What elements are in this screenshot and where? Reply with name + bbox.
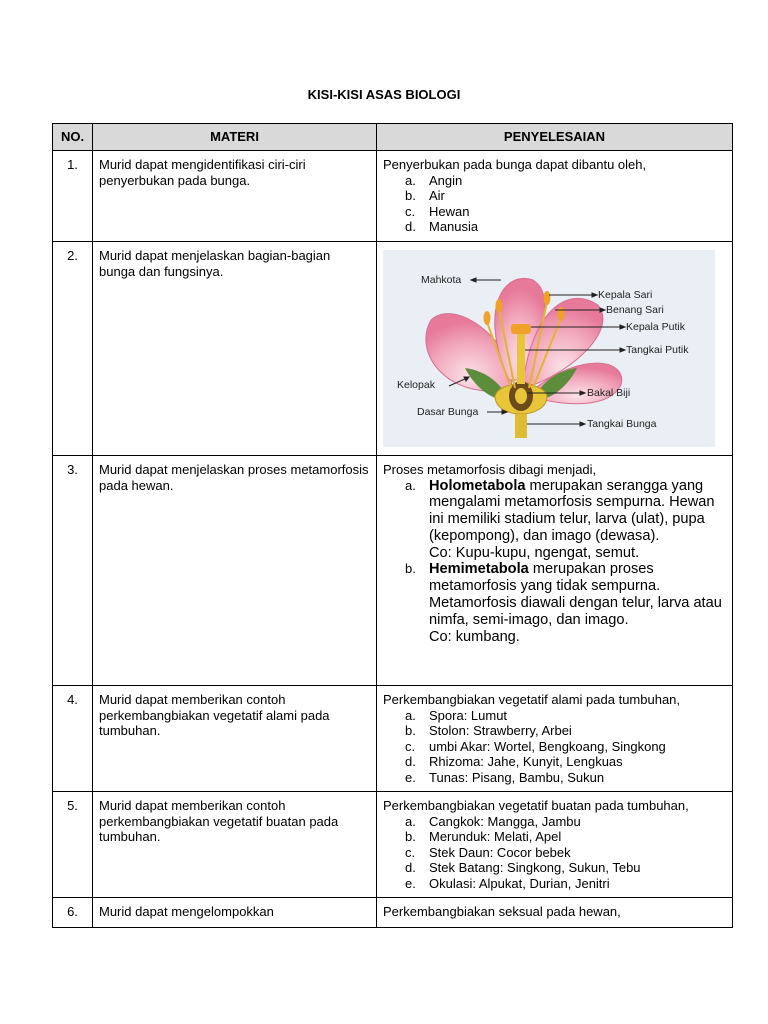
list-text: Spora: Lumut	[429, 707, 508, 723]
list-marker: d.	[405, 860, 416, 875]
flower-diagram	[383, 250, 715, 447]
list-text: Stek Batang: Singkong, Sukun, Tebu	[429, 860, 641, 875]
materi-cell: Murid dapat menjelaskan bagian-bagian bunga dan fungsinya.	[93, 242, 377, 456]
list-text: Manusia	[429, 219, 479, 234]
answer-intro: Penyerbukan pada bunga dapat dibantu oleh,	[383, 157, 647, 172]
penyelesaian-cell	[377, 792, 733, 898]
answer-intro: Perkembangbiakan seksual pada hewan,	[383, 904, 621, 919]
label-mahkota: Mahkota	[421, 274, 462, 286]
table-row	[53, 898, 733, 928]
example-text: Co: kumbang.	[429, 628, 520, 645]
list-item	[405, 814, 726, 830]
list-text: Cangkok: Mangga, Jambu	[429, 813, 581, 829]
table-row	[53, 242, 733, 456]
list-item	[405, 173, 726, 189]
list-item	[405, 561, 726, 645]
materi-cell: Murid dapat memberikan contoh perkembangbiakan vegetatif buatan pada tumbuhan.	[93, 792, 377, 898]
list-marker: c.	[405, 738, 416, 754]
list-item	[405, 739, 726, 755]
list-marker: a.	[405, 172, 416, 188]
list-marker: b.	[405, 561, 416, 577]
list-marker: b.	[405, 188, 416, 203]
row-number: 6.	[53, 898, 93, 928]
list-item	[405, 829, 726, 845]
materi-cell: Murid dapat mengidentifikasi ciri-ciri penyerbukan pada bunga.	[93, 151, 377, 242]
answer-intro: Perkembangbiakan vegetatif alami pada tumbuhan,	[383, 692, 681, 707]
list-marker: e.	[405, 875, 416, 891]
list-marker: a.	[405, 477, 416, 493]
row-number: 5.	[53, 792, 93, 898]
document-title: KISI-KISI ASAS BIOLOGI	[307, 87, 461, 102]
label-kelopak: Kelopak	[397, 379, 435, 391]
list-item	[405, 219, 726, 235]
label-tangkai-putik: Tangkai Putik	[626, 344, 689, 356]
materi-cell: Murid dapat menjelaskan proses metamorfosis pada hewan.	[93, 456, 377, 686]
label-kepala-sari: Kepala Sari	[598, 289, 653, 301]
table-row	[53, 456, 733, 686]
answer-list	[383, 173, 726, 235]
list-marker: e.	[405, 769, 416, 785]
list-text: Rhizoma: Jahe, Kunyit, Lengkuas	[429, 754, 623, 769]
list-item	[405, 204, 726, 220]
header-penyelesaian: PENYELESAIAN	[377, 124, 733, 151]
list-item	[405, 845, 726, 861]
list-item	[405, 754, 726, 770]
list-item	[405, 876, 726, 892]
penyelesaian-cell	[377, 151, 733, 242]
label-benang-sari: Benang Sari	[606, 304, 664, 316]
list-marker: c.	[405, 844, 416, 860]
list-text: Tunas: Pisang, Bambu, Sukun	[429, 769, 605, 785]
list-text: Stolon: Strawberry, Arbei	[429, 723, 572, 738]
answer-list	[383, 478, 726, 646]
list-item	[405, 770, 726, 786]
label-bakal-biji: Bakal Biji	[587, 387, 631, 399]
answer-list	[383, 814, 726, 892]
row-number: 1.	[53, 151, 93, 242]
term-hemimetabola: Hemimetabola	[429, 561, 529, 578]
penyelesaian-cell	[377, 242, 733, 456]
list-item	[405, 188, 726, 204]
penyelesaian-cell	[377, 898, 733, 928]
materi-cell: Murid dapat memberikan contoh perkembangbiakan vegetatif alami pada tumbuhan.	[93, 686, 377, 792]
list-text: Air	[429, 188, 445, 203]
kisi-kisi-table	[52, 123, 733, 928]
list-marker: d.	[405, 754, 416, 769]
row-number: 4.	[53, 686, 93, 792]
table-header-row	[53, 124, 733, 151]
header-materi: MATERI	[93, 124, 377, 151]
list-item	[405, 723, 726, 739]
penyelesaian-cell	[377, 456, 733, 686]
list-marker: b.	[405, 829, 416, 844]
list-text: merupakan proses metamorfosis yang tidak sempurna. Metamorfosis diawali dengan telur, larva atau nimfa, semi-imago, dan imago.	[429, 561, 722, 628]
list-text: Stek Daun: Cocor bebek	[429, 844, 571, 860]
list-text: umbi Akar: Wortel, Bengkoang, Singkong	[429, 738, 666, 754]
list-text: Okulasi: Alpukat, Durian, Jenitri	[429, 875, 610, 891]
label-tangkai-bunga: Tangkai Bunga	[587, 418, 657, 430]
header-no: NO.	[53, 124, 93, 151]
table-row	[53, 686, 733, 792]
list-item	[405, 478, 726, 562]
list-marker: a.	[405, 813, 416, 829]
label-dasar-bunga: Dasar Bunga	[417, 406, 479, 418]
list-text: Angin	[429, 172, 463, 188]
list-text: Hewan	[429, 203, 470, 219]
list-item	[405, 708, 726, 724]
list-item	[405, 860, 726, 876]
list-marker: c.	[405, 203, 416, 219]
materi-cell: Murid dapat mengelompokkan	[93, 898, 377, 928]
answer-intro: Proses metamorfosis dibagi menjadi,	[383, 462, 597, 477]
answer-intro: Perkembangbiakan vegetatif buatan pada tumbuhan,	[383, 798, 689, 813]
list-marker: a.	[405, 707, 416, 723]
row-number: 2.	[53, 242, 93, 456]
list-marker: d.	[405, 219, 416, 234]
list-text: merupakan serangga yang mengalami metamorfosis sempurna. Hewan ini memiliki stadium telur, larva (ulat), pupa (kepompong), dan imago (dewasa).	[429, 477, 715, 544]
penyelesaian-cell	[377, 686, 733, 792]
label-kepala-putik: Kepala Putik	[626, 321, 685, 333]
term-holometabola: Holometabola	[429, 477, 526, 494]
table-row	[53, 792, 733, 898]
table-row	[53, 151, 733, 242]
list-marker: b.	[405, 723, 416, 738]
list-text: Merunduk: Melati, Apel	[429, 829, 562, 844]
row-number: 3.	[53, 456, 93, 686]
example-text: Co: Kupu-kupu, ngengat, semut.	[429, 544, 640, 561]
answer-list	[383, 708, 726, 786]
